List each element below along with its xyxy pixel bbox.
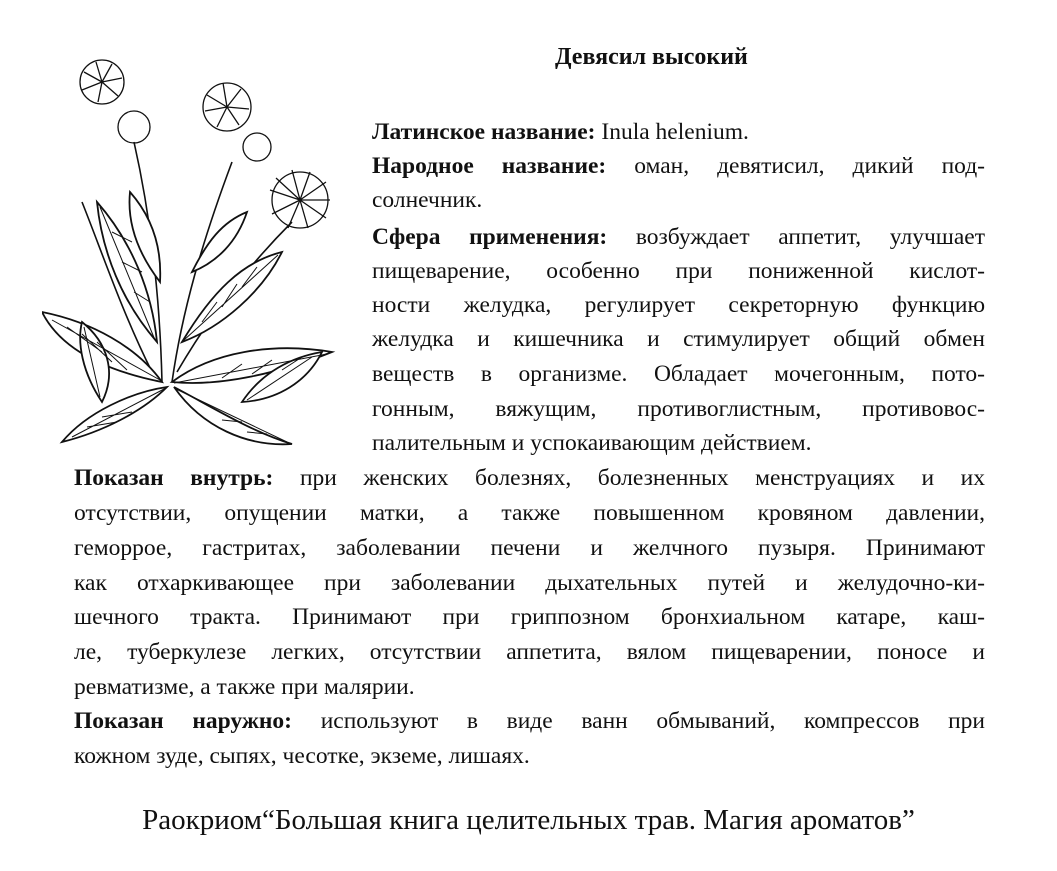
external-line-1 (74, 706, 985, 736)
source-caption: Раокриом“Большая книга целительных трав. Магия ароматов” (142, 804, 915, 836)
internal-line-1 (74, 463, 985, 493)
scope-line-2: пищеварение, особенно при пониженной кислот- (372, 258, 985, 284)
external-line-2: кожном зуде, сыпях, чесотке, экземе, лишаях. (74, 743, 530, 769)
latin-name-line (372, 117, 985, 147)
latin-name-value: Inula helenium. (601, 119, 749, 145)
internal-label: Показан внутрь: (74, 465, 274, 491)
scope-line-3: ности желудка, регулирует секреторную функцию (372, 292, 985, 318)
internal-line-5: шечного тракта. Принимают при гриппозном бронхиальном катаре, каш- (74, 604, 985, 630)
scope-line-1 (372, 222, 985, 252)
internal-text-1: при женских болезнях, болезненных менструациях и их (299, 465, 986, 491)
external-label: Показан наружно: (74, 708, 293, 734)
internal-line-6: ле, туберкулезе легких, отсутствии аппетита, вялом пищеварении, поносе и (74, 639, 985, 665)
internal-line-4: как отхаркивающее при заболевании дыхательных путей и желудочно-ки- (74, 570, 985, 596)
scope-line-5: веществ в организме. Обладает мочегонным, пото- (372, 361, 985, 387)
folk-name-label: Народное название: (372, 153, 607, 179)
internal-line-3: геморрое, гастритах, заболевании печени и желчного пузыря. Принимают (74, 535, 985, 561)
folk-name-text-1: оман, девятисил, дикий под- (634, 153, 985, 179)
folk-name-line-1 (372, 151, 985, 181)
folk-name-line-2: солнечник. (372, 187, 483, 213)
plant-illustration (42, 52, 342, 452)
scope-text-1: возбуждает аппетит, улучшает (635, 224, 985, 250)
internal-line-7: ревматизме, а также при малярии. (74, 674, 415, 700)
document-title: Девясил высокий (555, 44, 748, 70)
scope-line-6: гонным, вяжущим, противоглистным, противовос- (372, 396, 985, 422)
scope-line-7: палительным и успокаивающим действием. (372, 430, 812, 456)
internal-line-2: отсутствии, опущении матки, а также повышенном кровяном давлении, (74, 500, 985, 526)
latin-name-label: Латинское название: (372, 119, 596, 145)
external-text-1: используют в виде ванн обмываний, компрессов при (320, 708, 986, 734)
scope-line-4: желудка и кишечника и стимулирует общий обмен (372, 326, 985, 352)
scope-label: Сфера применения: (372, 224, 608, 250)
